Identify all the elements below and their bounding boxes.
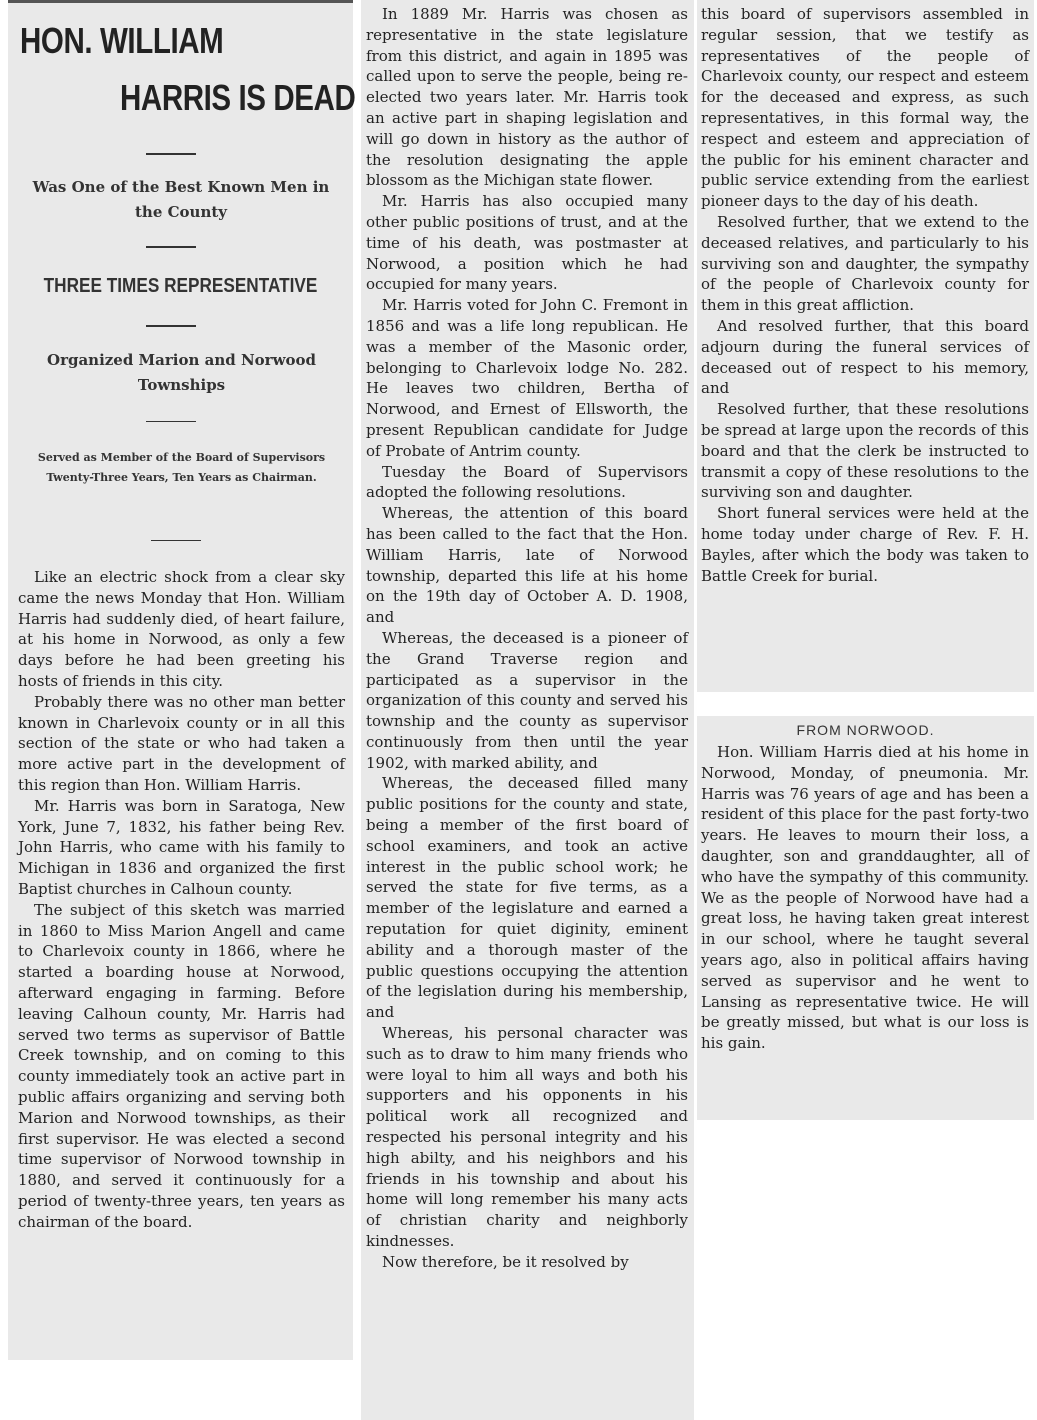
paragraph: Short funeral services were held at the home today under charge of Rev. F. H. Bayles, after which the body was taken to Battle Creek for burial. <box>701 504 1029 585</box>
deck-rule <box>151 540 201 541</box>
deck-subhead-1: Was One of the Best Known Men in the County <box>32 178 330 221</box>
deck-rule <box>146 153 196 155</box>
resolution-paragraph: Now therefore, be it resolved by <box>382 1252 629 1271</box>
paragraph: The subject of this sketch was married in 1860 to Miss Marion Angell and came to Charlevoix county in 1866, where he started a boarding house at Norwood, afterward engaging in farming. Before leaving Calhoun county, Mr. Harris had served two terms as supervisor of Battle Creek township, and on coming to this county immediately took an active part in public affairs organizing and serving both Marion and Norwood townships, as their first supervisor. He was elected a second time supervisor of Norwood township in 1880, and served it continuously for a period of twenty-three years, ten years as chairman of the board. <box>18 900 345 1231</box>
deck-rule <box>146 246 196 248</box>
deck-subhead-3: Organized Marion and Norwood Townships <box>47 351 316 394</box>
paragraph: Probably there was no other man better known in Charlevoix county or in all this section of the state or who had taken a more active part in the development of this region than Hon. William Harris. <box>18 692 345 794</box>
deck-rule <box>146 325 196 327</box>
paragraph: Hon. William Harris died at his home in Norwood, Monday, of pneumonia. Mr. Harris was 76 years of age and has been a resident of this place for the past forty-two years. He leaves to mourn their loss, a daughter, son and granddaughter, all of who have the sympathy of this community. We as the people of Norwood have had a great loss, he having taken great interest in our school, where he taught several years ago, also in political affairs having served as supervisor and he went to Lansing as representative twice. He will be greatly missed, but what is our loss is his gain. <box>701 743 1029 1053</box>
deck-subhead-4: Served as Member of the Board of Supervisors Twenty-Three Years, Ten Years as Chairman. <box>37 451 326 484</box>
paragraph: Mr. Harris voted for John C. Fremont in 1856 and was a life long republican. He was a member of the Masonic order, belonging to Charlevoix lodge No. 282. He leaves two children, Bertha of Norwood, and Ernest of Ellsworth, the present Republican candidate for Judge of Probate of Antrim county. <box>366 296 688 460</box>
norwood-body <box>701 742 1029 1054</box>
resolution-paragraph: Whereas, the deceased filled many public positions for the county and state, being a member of the first board of school examiners, and took an active interest in the public school work; he served the state for five terms, as a member of the legislature and earned a reputation for quiet diginity, eminent ability and a thorough master of the public questions occupying the attention of the legislation during his membership, and <box>366 774 688 1022</box>
norwood-notice <box>697 716 1034 1120</box>
story-body-part-1 <box>18 567 345 1233</box>
story-body-part-3 <box>701 4 1029 586</box>
resolution-paragraph: Whereas, the attention of this board has been called to the fact that the Hon. William Harris, late of Norwood township, departed this life at his home on the 19th day of October A. D. 1908, and <box>366 504 688 627</box>
headline-line-1: HON. WILLIAM <box>20 20 224 61</box>
paragraph: Mr. Harris has also occupied many other public positions of trust, and at the time of his death, was postmaster at Norwood, a position which he had occupied for many years. <box>366 192 688 294</box>
deck-subhead-2: THREE TIMES REPRESENTATIVE <box>43 275 318 297</box>
paragraph: Resolved further, that these resolutions be spread at large upon the records of this board and that the clerk be instructed to transmit a copy of these resolutions to the surviving son and daughter. <box>701 400 1029 502</box>
paragraph: Resolved further, that we extend to the deceased relatives, and particularly to his surviving son and daughter, the sympathy of the people of Charlevoix county for them in this great affliction. <box>701 212 1029 315</box>
article-column-2 <box>361 0 694 1420</box>
norwood-heading: FROM NORWOOD. <box>796 722 935 738</box>
resolution-paragraph: Whereas, the deceased is a pioneer of the Grand Traverse region and participated as a supervisor in the organization of this county and served his township and the county as supervisor continuously from then until the year 1902, with marked ability, and <box>366 628 688 772</box>
paragraph: Like an electric shock from a clear sky came the news Monday that Hon. William Harris had suddenly died, of heart failure, at his home in Norwood, as only a few days before he had been greeting his hosts of friends in this city. <box>18 568 345 690</box>
paragraph: And resolved further, that this board adjourn during the funeral services of deceased out of respect to his memory, and <box>701 316 1029 398</box>
headline-line-2: HARRIS IS DEAD <box>120 77 356 118</box>
article-column-3 <box>697 0 1034 692</box>
paragraph: Mr. Harris was born in Saratoga, New York, June 7, 1832, his father being Rev. John Harris, who came with his family to Michigan in 1836 and organized the first Baptist churches in Calhoun county. <box>18 796 345 898</box>
paragraph: In 1889 Mr. Harris was chosen as representative in the state legislature from this district, and again in 1895 was called upon to serve the people, being re-elected two years later. Mr. Harris took an active part in shaping legislation and will go down in history as the author of the resolution designating the apple blossom as the Michigan state flower. <box>366 5 688 190</box>
story-body-part-2 <box>366 4 688 1273</box>
deck-rule <box>146 421 196 422</box>
article-column-1 <box>8 0 356 1360</box>
paragraph: Tuesday the Board of Supervisors adopted the following resolutions. <box>366 462 688 502</box>
paragraph: this board of supervisors assembled in regular session, that we testify as representatives of the people of Charlevoix county, our respect and esteem for the deceased and express, as such representatives, in this formal way, the respect and esteem and appreciation of the public for his eminent character and public service extending from the earliest pioneer days to the day of his death. <box>701 5 1029 211</box>
resolution-paragraph: Whereas, his personal character was such as to draw to him many friends who were loyal to him all ways and both his supporters and his opponents in his political work all recognized and respected his personal integrity and his high abilty, and his neighbors and his friends in his township and about his home will long remember his many acts of christian charity and neighborly kindnesses. <box>366 1024 688 1251</box>
